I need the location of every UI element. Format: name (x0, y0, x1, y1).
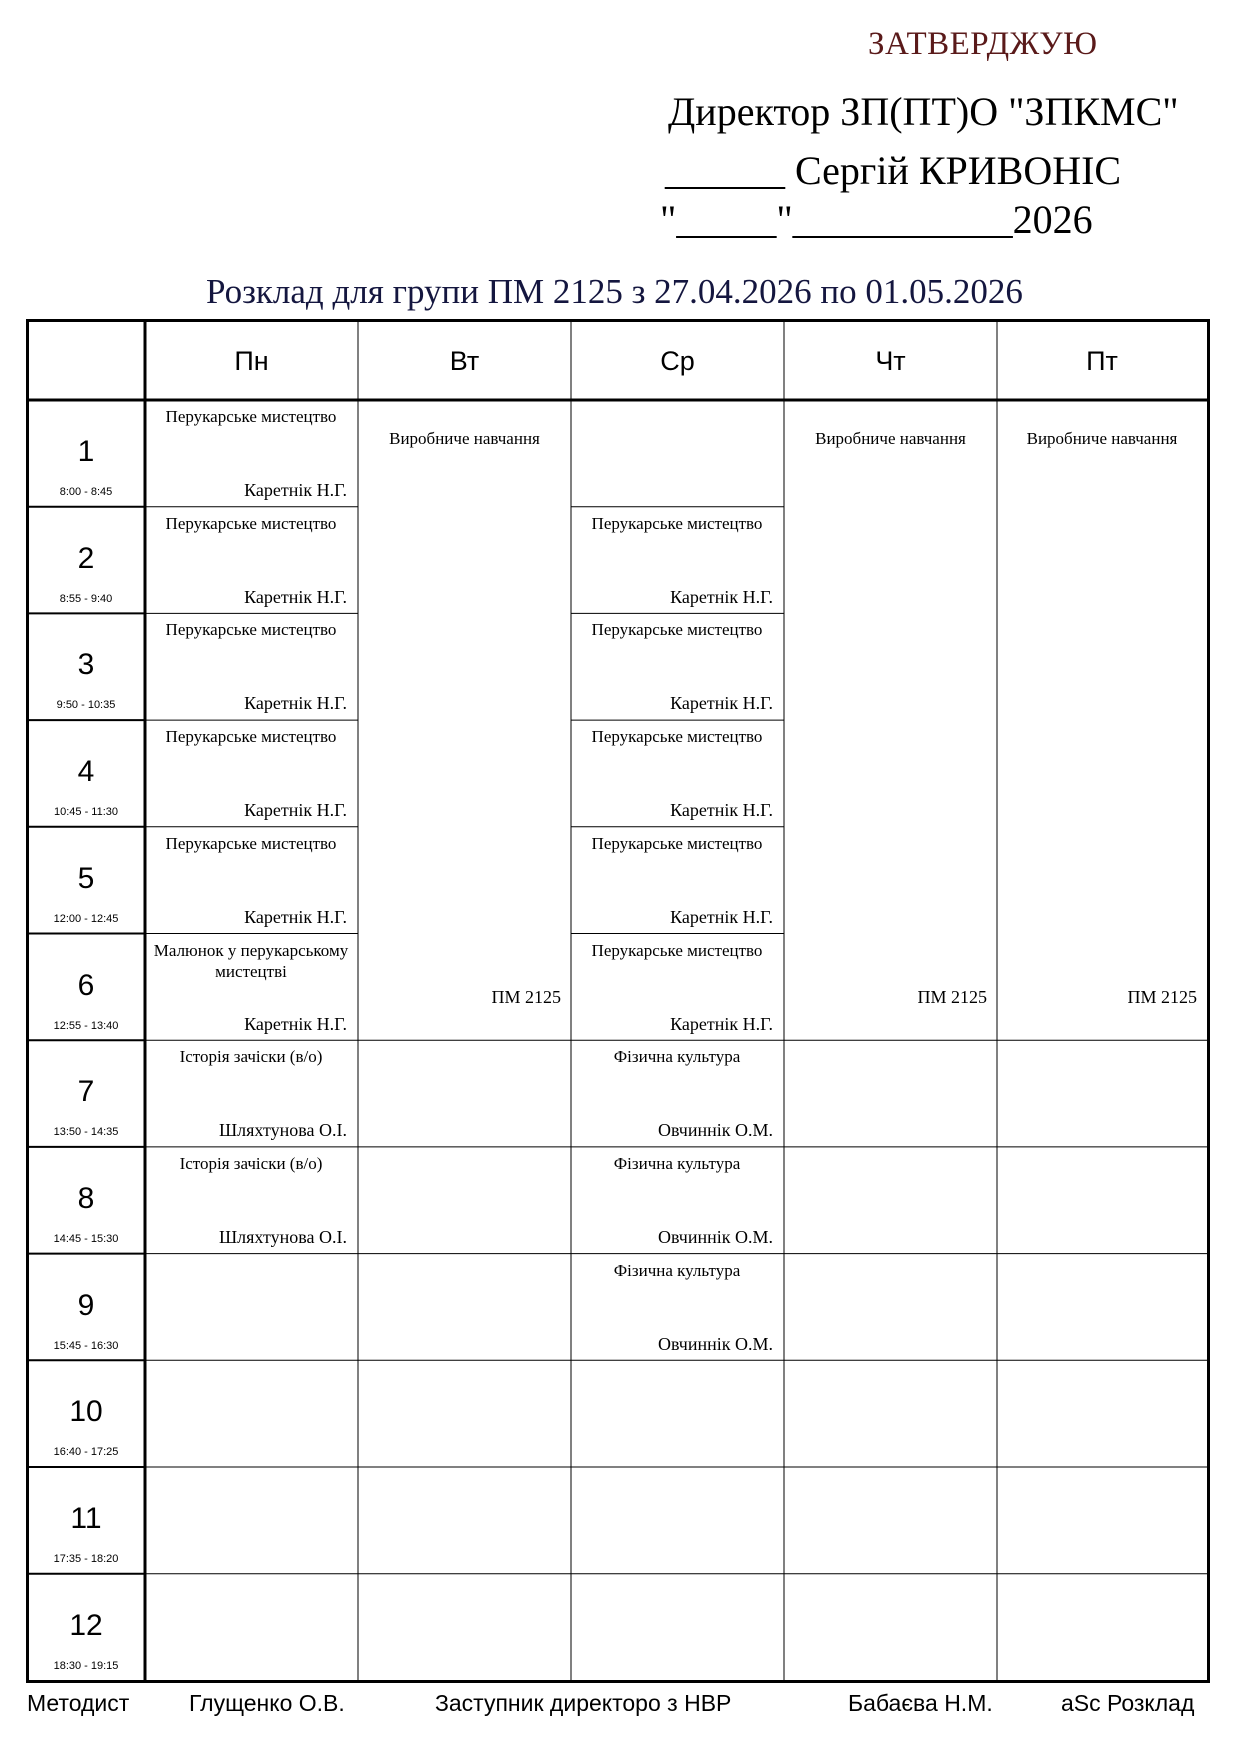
lesson-subject: Історія зачіски (в/о) (179, 1153, 323, 1173)
lesson-teacher: Каретнік Н.Г. (244, 480, 347, 500)
approval-director: Директор ЗП(ПТ)О "ЗПКМС" (668, 89, 1179, 134)
period-time: 15:45 - 16:30 (53, 1339, 119, 1352)
lesson-subject: Перукарське мистецтво (591, 620, 763, 640)
period-number: 8 (77, 1181, 95, 1215)
lesson-subject: Малюнок у перукарському мистецтві (153, 940, 349, 981)
day-header: Пн (234, 345, 269, 376)
lesson-cell (145, 507, 357, 614)
lesson-subject: Історія зачіски (в/о) (179, 1047, 323, 1067)
lesson-subject: Фізична культура (613, 1153, 741, 1173)
period-number: 1 (77, 435, 95, 468)
approval-signature: ______ Сергій КРИВОНІС (665, 148, 1122, 193)
period-time: 12:00 - 12:45 (53, 912, 119, 925)
period-number: 6 (77, 968, 95, 1002)
lesson-subject: Перукарське мистецтво (165, 727, 337, 747)
lesson-cell (571, 1147, 783, 1254)
lesson-cell (571, 1040, 783, 1147)
lesson-cell (145, 613, 357, 720)
approval-title: ЗАТВЕРДЖУЮ (868, 26, 1098, 62)
block-subject: Виробниче навчання (815, 429, 966, 448)
day-header: Ср (660, 345, 695, 376)
block-group: ПМ 2125 (491, 986, 561, 1007)
lesson-cell (571, 720, 783, 827)
lesson-cell (145, 827, 357, 934)
lesson-subject: Перукарське мистецтво (165, 833, 337, 853)
period-time: 17:35 - 18:20 (53, 1553, 119, 1565)
period-time: 8:00 - 8:45 (59, 486, 113, 498)
lesson-teacher: Каретнік Н.Г. (244, 693, 347, 714)
lesson-teacher: Каретнік Н.Г. (670, 586, 773, 607)
period-number: 7 (77, 1075, 95, 1109)
lesson-subject: Перукарське мистецтво (591, 940, 763, 960)
day-header: Вт (449, 345, 480, 376)
footer-software: aSc Розклад (1061, 1690, 1195, 1716)
period-time: 16:40 - 17:25 (53, 1446, 119, 1459)
lesson-subject: Перукарське мистецтво (165, 620, 337, 640)
footer-methodist-name: Глущенко О.В. (189, 1690, 345, 1716)
block-group: ПМ 2125 (917, 986, 987, 1007)
period-number: 10 (69, 1395, 103, 1429)
period-time: 13:50 - 14:35 (53, 1126, 119, 1139)
period-time: 9:50 - 10:35 (56, 699, 116, 712)
lesson-teacher: Каретнік Н.Г. (670, 800, 773, 821)
lesson-subject: Перукарське мистецтво (165, 513, 337, 533)
lesson-teacher: Овчиннік О.М. (657, 1120, 773, 1141)
lesson-teacher: Шляхтунова О.І. (219, 1120, 347, 1141)
lesson-teacher: Овчиннік О.М. (657, 1226, 773, 1247)
day-header: Пт (1086, 345, 1118, 376)
period-number: 4 (77, 755, 95, 789)
approval-date: "_____"___________2026 (660, 197, 1093, 242)
lesson-cell (571, 934, 783, 1041)
lesson-cell (571, 507, 783, 614)
period-number: 2 (77, 541, 95, 575)
lesson-teacher: Каретнік Н.Г. (670, 1013, 773, 1034)
footer-methodist-label: Методист (27, 1690, 130, 1716)
lesson-cell (145, 400, 357, 507)
block-subject: Виробниче навчання (389, 429, 540, 448)
lesson-subject: Перукарське мистецтво (165, 407, 337, 426)
lesson-teacher: Каретнік Н.Г. (244, 906, 347, 927)
day-header: Чт (875, 345, 906, 376)
lesson-subject: Перукарське мистецтво (591, 833, 763, 853)
lesson-cell (571, 1254, 783, 1361)
period-number: 12 (69, 1608, 103, 1642)
lesson-cell (145, 1147, 357, 1254)
lesson-teacher: Каретнік Н.Г. (244, 1013, 347, 1034)
period-time: 12:55 - 13:40 (53, 1019, 119, 1032)
period-number: 9 (77, 1288, 95, 1322)
footer-deputy-label: Заступник директоро з НВР (435, 1690, 732, 1716)
footer-deputy-name: Бабаєва Н.М. (848, 1690, 993, 1716)
period-number: 5 (77, 861, 95, 895)
schedule-title: Розклад для групи ПМ 2125 з 27.04.2026 по 01.05.2026 (206, 272, 1023, 311)
block-subject: Виробниче навчання (1026, 429, 1178, 448)
lesson-teacher: Каретнік Н.Г. (244, 800, 347, 821)
lesson-teacher: Овчиннік О.М. (657, 1333, 773, 1354)
period-time: 8:55 - 9:40 (59, 592, 113, 605)
block-group: ПМ 2125 (1127, 986, 1197, 1007)
period-number: 3 (77, 648, 95, 682)
lesson-subject: Перукарське мистецтво (591, 727, 763, 747)
lesson-cell (145, 720, 357, 827)
lesson-subject: Фізична культура (613, 1047, 741, 1067)
schedule-table (26, 319, 1210, 1683)
lesson-cell (145, 934, 357, 1041)
lesson-subject: Перукарське мистецтво (591, 513, 763, 533)
period-time: 18:30 - 19:15 (53, 1659, 119, 1672)
lesson-cell (571, 613, 783, 720)
period-time: 10:45 - 11:30 (53, 806, 118, 819)
lesson-teacher: Каретнік Н.Г. (670, 693, 773, 714)
lesson-teacher: Каретнік Н.Г. (670, 906, 773, 927)
lesson-teacher: Каретнік Н.Г. (244, 586, 347, 607)
period-number: 11 (70, 1502, 102, 1535)
lesson-teacher: Шляхтунова О.І. (219, 1226, 347, 1247)
lesson-cell (571, 827, 783, 934)
period-time: 14:45 - 15:30 (53, 1232, 119, 1245)
lesson-cell (145, 1040, 357, 1147)
lesson-subject: Фізична культура (613, 1260, 741, 1280)
